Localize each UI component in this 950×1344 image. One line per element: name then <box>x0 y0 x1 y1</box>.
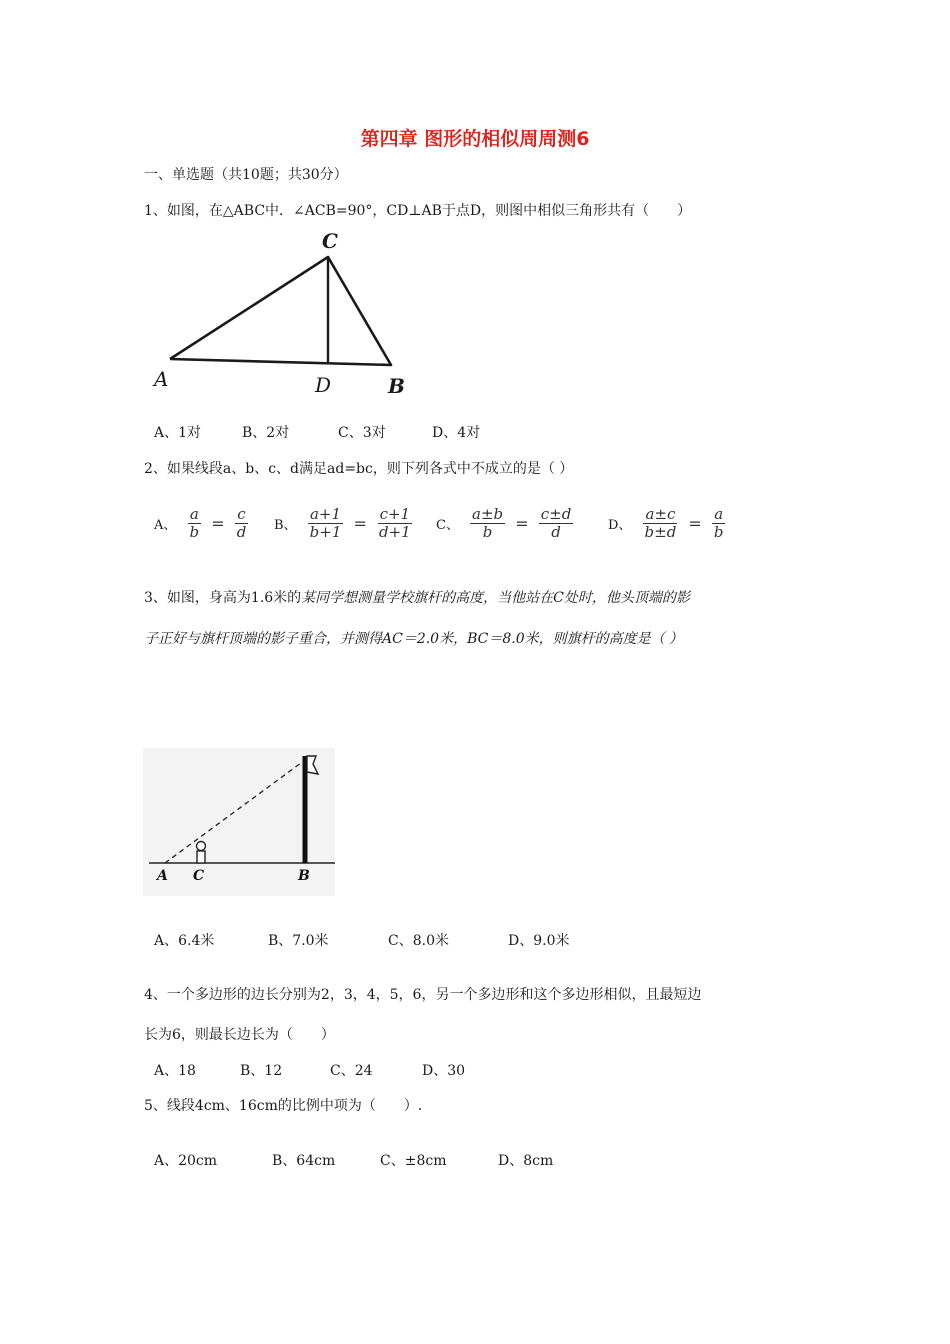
q2-option-c-label: C、 <box>436 518 459 533</box>
label-b: B <box>388 374 405 398</box>
fraction: $\frac{c}{d}$ <box>236 505 247 541</box>
q2-option-a-label: A、 <box>154 518 177 533</box>
q2-option-c[interactable] <box>436 506 573 541</box>
q4-option-c[interactable]: C、24 <box>330 1063 373 1079</box>
fraction: $\frac{c\pm d}{d}$ <box>540 505 572 541</box>
q5-option-a[interactable]: A、20cm <box>154 1153 218 1169</box>
person-body <box>197 851 205 863</box>
q2-option-a[interactable] <box>154 506 248 541</box>
label-a: A <box>157 868 168 884</box>
label-c: C <box>193 868 205 884</box>
equals-sign: = <box>688 514 702 533</box>
fraction: $\frac{a}{b}$ <box>189 505 200 541</box>
q3-option-a[interactable]: A、6.4米 <box>154 933 215 949</box>
fraction: $\frac{a}{b}$ <box>713 505 724 541</box>
q3-option-d[interactable]: D、9.0米 <box>508 933 570 949</box>
fraction: $\frac{a\pm b}{b}$ <box>472 505 504 541</box>
q1-option-a[interactable]: A、1对 <box>154 425 202 441</box>
fraction: $\frac{a\pm c}{b\pm d}$ <box>644 505 677 541</box>
person-head <box>197 842 206 851</box>
q2-option-d-label: D、 <box>608 518 632 533</box>
q4-option-d[interactable]: D、30 <box>422 1063 466 1079</box>
q4-stem-line2: 长为6，则最长边长为（ ） <box>144 1027 335 1043</box>
q1-option-c[interactable]: C、3对 <box>338 425 386 441</box>
label-d: D <box>315 373 332 397</box>
label-b: B <box>298 868 310 884</box>
q2-stem: 2、如果线段a、b、c、d满足ad=bc，则下列各式中不成立的是（ ） <box>144 461 574 477</box>
fraction: $\frac{a+1}{b+1}$ <box>309 505 342 541</box>
q3-option-c[interactable]: C、8.0米 <box>388 933 449 949</box>
equals-sign: = <box>515 514 529 533</box>
q4-option-a[interactable]: A、18 <box>154 1063 196 1079</box>
q3-flagpole-figure <box>143 748 335 896</box>
q1-option-d[interactable]: D、4对 <box>432 425 481 441</box>
q4-option-b[interactable]: B、12 <box>240 1063 283 1079</box>
q1-option-b[interactable]: B、2对 <box>242 425 290 441</box>
fraction: $\frac{c+1}{d+1}$ <box>378 505 411 541</box>
label-a: A <box>154 367 169 391</box>
page-title: 第四章 图形的相似周周测6 <box>360 128 590 150</box>
q4-stem-line1: 4、一个多边形的边长分别为2，3，4，5，6，另一个多边形和这个多边形相似，且最短边 <box>144 987 702 1003</box>
q3-stem-line1: 3、如图，身高为1.6米的某同学想测量学校旗杆的高度，当他站在C处时，他头顶端的影 <box>144 590 690 606</box>
q1-stem: 1、如图，在△ABC中．∠ACB=90°，CD⊥AB于点D，则图中相似三角形共有（ ） <box>144 203 692 219</box>
triangle-abc <box>170 257 391 365</box>
q5-option-b[interactable]: B、64cm <box>272 1153 336 1169</box>
q5-stem: 5、线段4cm、16cm的比例中项为（ ）. <box>144 1098 423 1114</box>
label-c: C <box>322 229 338 253</box>
equals-sign: = <box>353 514 367 533</box>
q3-stem-line2: 子正好与旗杆顶端的影子重合，并测得AC＝2.0米，BC＝8.0米，则旗杆的高度是（ ） <box>144 631 684 647</box>
q2-option-b-label: B、 <box>274 518 297 533</box>
q1-triangle-figure <box>148 226 418 402</box>
q3-option-b[interactable]: B、7.0米 <box>268 933 329 949</box>
q5-option-d[interactable]: D、8cm <box>498 1153 554 1169</box>
q5-option-c[interactable]: C、±8cm <box>380 1153 447 1169</box>
q2-option-b[interactable] <box>274 506 413 541</box>
q2-option-d[interactable] <box>608 506 726 541</box>
section-heading: 一、单选题（共10题；共30分） <box>144 167 348 183</box>
equals-sign: = <box>211 514 225 533</box>
